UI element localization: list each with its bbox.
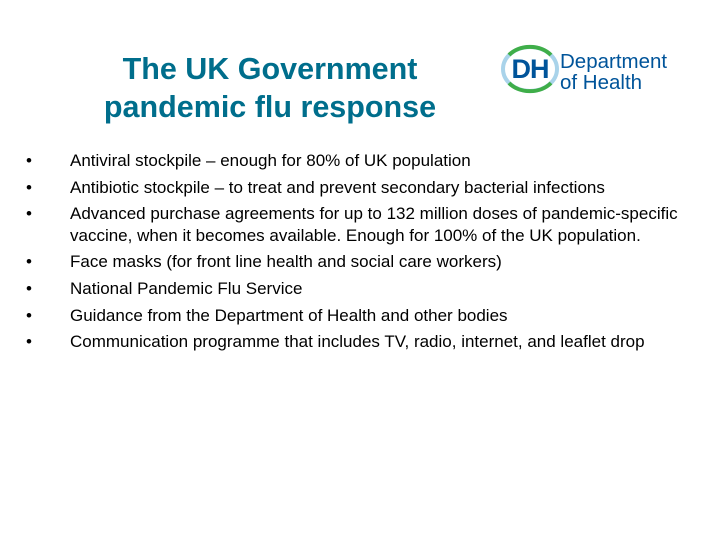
bullet-text: Antiviral stockpile – enough for 80% of UK population <box>70 151 471 170</box>
slide-title <box>60 50 480 126</box>
bullet-item <box>26 251 686 273</box>
title-line-1: The UK Government <box>122 52 418 86</box>
bullet-item <box>26 331 686 353</box>
bullet-list <box>26 150 686 358</box>
bullet-icon: • <box>26 305 32 325</box>
bullet-icon: • <box>26 151 32 170</box>
logo-line-2: of Health <box>560 71 643 94</box>
bullet-item <box>26 305 686 327</box>
bullet-text: Antibiotic stockpile – to treat and prevent secondary bacterial infections <box>70 177 605 197</box>
bullet-text: National Pandemic Flu Service <box>70 278 303 298</box>
logo-wordmark <box>560 51 667 93</box>
bullet-text: Guidance from the Department of Health and other bodies <box>70 305 508 325</box>
bullet-text: Face masks (for front line health and social care workers) <box>70 252 502 272</box>
logo-dh-text: DH <box>511 54 549 84</box>
logo-line-1: Department <box>560 50 668 73</box>
bullet-icon: • <box>26 177 32 197</box>
bullet-text: Advanced purchase agreements for up to 132 million doses of pandemic-specific vaccine, when it becomes available. Enough for 100% of the UK population. <box>70 204 678 245</box>
bullet-icon: • <box>26 252 32 272</box>
bullet-icon: • <box>26 332 32 352</box>
bullet-item <box>26 150 686 172</box>
bullet-item <box>26 177 686 199</box>
bullet-item <box>26 203 686 246</box>
department-of-health-logo <box>500 40 690 102</box>
bullet-text: Communication programme that includes TV, radio, internet, and leaflet drop <box>70 332 645 352</box>
bullet-icon: • <box>26 278 32 298</box>
bullet-icon: • <box>26 204 32 224</box>
bullet-item <box>26 278 686 300</box>
title-line-2: pandemic flu response <box>103 90 437 124</box>
